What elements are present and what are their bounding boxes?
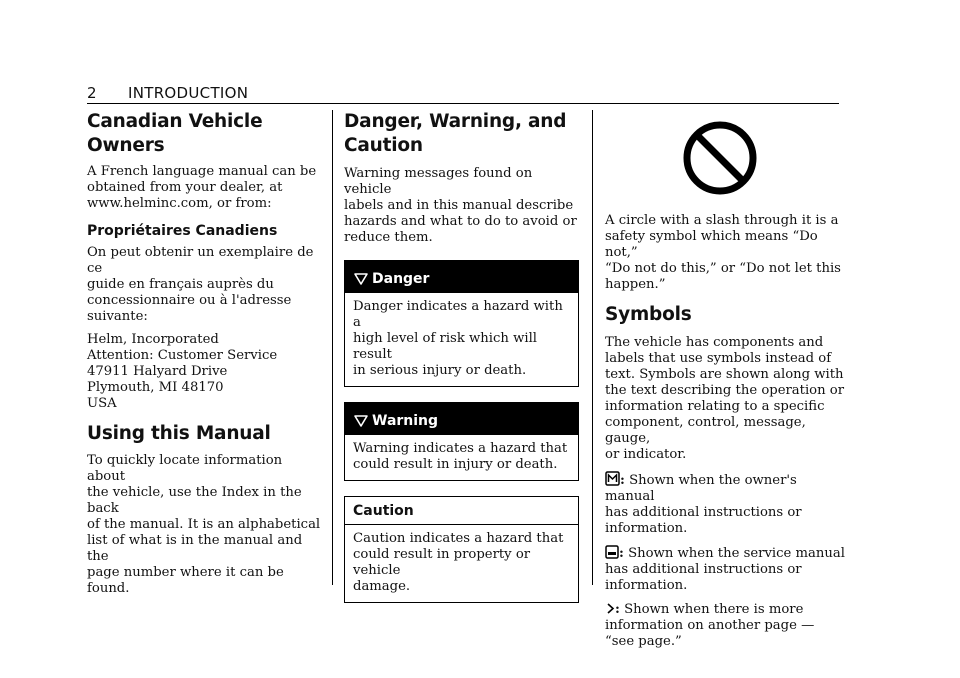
- see-page-symbol-entry: [605, 602, 845, 650]
- text-line: Warning messages found on vehicle: [344, 166, 533, 197]
- address-line: Plymouth, MI 48170: [87, 380, 224, 395]
- danger-box-header: [345, 261, 578, 293]
- text-line: suivante:: [87, 309, 148, 324]
- text-line: information.: [605, 521, 688, 536]
- no-symbol-text: [605, 213, 845, 293]
- danger-box-body: [345, 293, 578, 386]
- symbol-line: [605, 602, 845, 618]
- section-title: INTRODUCTION: [128, 84, 249, 102]
- text-line: To quickly locate information about: [87, 453, 283, 484]
- warning-box: [344, 402, 579, 481]
- text-line: The vehicle has components and: [605, 335, 824, 350]
- using-manual-heading: Using this Manual: [87, 423, 271, 444]
- using-manual-text: [87, 453, 322, 597]
- text-line: high level of risk which will result: [353, 331, 538, 362]
- header-divider: [87, 103, 839, 104]
- text-line: happen.”: [605, 277, 666, 292]
- column-3: [605, 118, 845, 650]
- see-page-icon: [605, 602, 615, 615]
- owners-manual-icon: [605, 471, 620, 486]
- address-line: USA: [87, 396, 117, 411]
- no-symbol-icon: [680, 118, 760, 198]
- text-line: Warning indicates a hazard that: [353, 441, 568, 456]
- service-manual-icon: [605, 545, 619, 559]
- text-line: reduce them.: [344, 230, 433, 245]
- text-line: page number where it can be found.: [87, 565, 284, 596]
- text-line: www.helminc.com, or from:: [87, 196, 272, 211]
- text-line: On peut obtenir un exemplaire de ce: [87, 245, 314, 276]
- column-divider-right: [592, 110, 593, 585]
- column-2: [344, 110, 580, 603]
- symbol-colon: :: [620, 473, 625, 488]
- text-line: in serious injury or death.: [353, 363, 527, 378]
- text-line: could result in injury or death.: [353, 457, 558, 472]
- text-line: or indicator.: [605, 447, 687, 462]
- page-number: 2: [87, 84, 97, 102]
- danger-warning-heading: [344, 110, 580, 158]
- text-line: “Do not do this,” or “Do not let this: [605, 261, 841, 276]
- danger-warning-intro: [344, 166, 580, 246]
- warning-label: Warning: [372, 413, 439, 429]
- canadian-owners-heading: Canadian Vehicle Owners: [87, 111, 263, 156]
- symbol-description: Shown when the service manual: [623, 546, 845, 561]
- symbol-colon: :: [619, 546, 624, 561]
- symbols-heading: Symbols: [605, 304, 692, 325]
- warning-box-header: [345, 403, 578, 435]
- danger-box: [344, 260, 579, 387]
- symbols-text: [605, 335, 845, 463]
- text-line: obtained from your dealer, at: [87, 180, 283, 195]
- owners-manual-symbol-entry: [605, 471, 845, 537]
- canadian-owners-text: [87, 164, 322, 212]
- address-line: Attention: Customer Service: [87, 348, 278, 363]
- symbol-colon: :: [615, 602, 620, 617]
- proprietaires-heading: Propriétaires Canadiens: [87, 223, 278, 239]
- text-line: Caution indicates a hazard that: [353, 531, 564, 546]
- danger-label: Danger: [372, 271, 430, 287]
- text-line: has additional instructions or: [605, 505, 802, 520]
- text-line: safety symbol which means “Do not,”: [605, 229, 818, 260]
- text-line: Danger indicates a hazard with a: [353, 299, 563, 330]
- text-line: “see page.”: [605, 634, 682, 649]
- address-line: 47911 Halyard Drive: [87, 364, 228, 379]
- warning-box-body: [345, 435, 578, 480]
- caution-box: [344, 496, 579, 603]
- text-line: could result in property or vehicle: [353, 547, 531, 578]
- text-line: text. Symbols are shown along with: [605, 367, 844, 382]
- heading-line: Danger, Warning, and: [344, 111, 567, 132]
- text-line: component, control, message, gauge,: [605, 415, 806, 446]
- warning-icon: [353, 271, 369, 287]
- text-line: labels and in this manual describe: [344, 198, 574, 213]
- text-line: A circle with a slash through it is a: [605, 213, 839, 228]
- address-line: Helm, Incorporated: [87, 332, 219, 347]
- text-line: has additional instructions or: [605, 562, 802, 577]
- mailing-address: [87, 332, 322, 412]
- text-line: damage.: [353, 579, 411, 594]
- text-line: the text describing the operation or: [605, 383, 845, 398]
- symbol-line: [605, 471, 845, 505]
- text-line: A French language manual can be: [87, 164, 317, 179]
- text-line: information relating to a specific: [605, 399, 825, 414]
- text-line: information on another page —: [605, 618, 815, 633]
- column-divider-left: [332, 110, 333, 585]
- text-line: concessionnaire ou à l'adresse: [87, 293, 292, 308]
- text-line: list of what is in the manual and the: [87, 533, 303, 564]
- caution-label: Caution: [345, 497, 578, 525]
- service-manual-symbol-entry: [605, 545, 845, 594]
- text-line: the vehicle, use the Index in the back: [87, 485, 302, 516]
- column-1: [87, 110, 322, 597]
- text-line: labels that use symbols instead of: [605, 351, 832, 366]
- text-line: guide en français auprès du: [87, 277, 274, 292]
- caution-box-body: [345, 525, 578, 602]
- symbol-description: Shown when the owner's manual: [605, 473, 797, 504]
- heading-line: Caution: [344, 135, 423, 156]
- proprietaires-text: [87, 245, 322, 325]
- text-line: information.: [605, 578, 688, 593]
- symbol-line: [605, 545, 845, 562]
- text-line: hazards and what to do to avoid or: [344, 214, 577, 229]
- text-line: of the manual. It is an alphabetical: [87, 517, 321, 532]
- warning-icon: [353, 413, 369, 429]
- symbol-description: Shown when there is more: [619, 602, 804, 617]
